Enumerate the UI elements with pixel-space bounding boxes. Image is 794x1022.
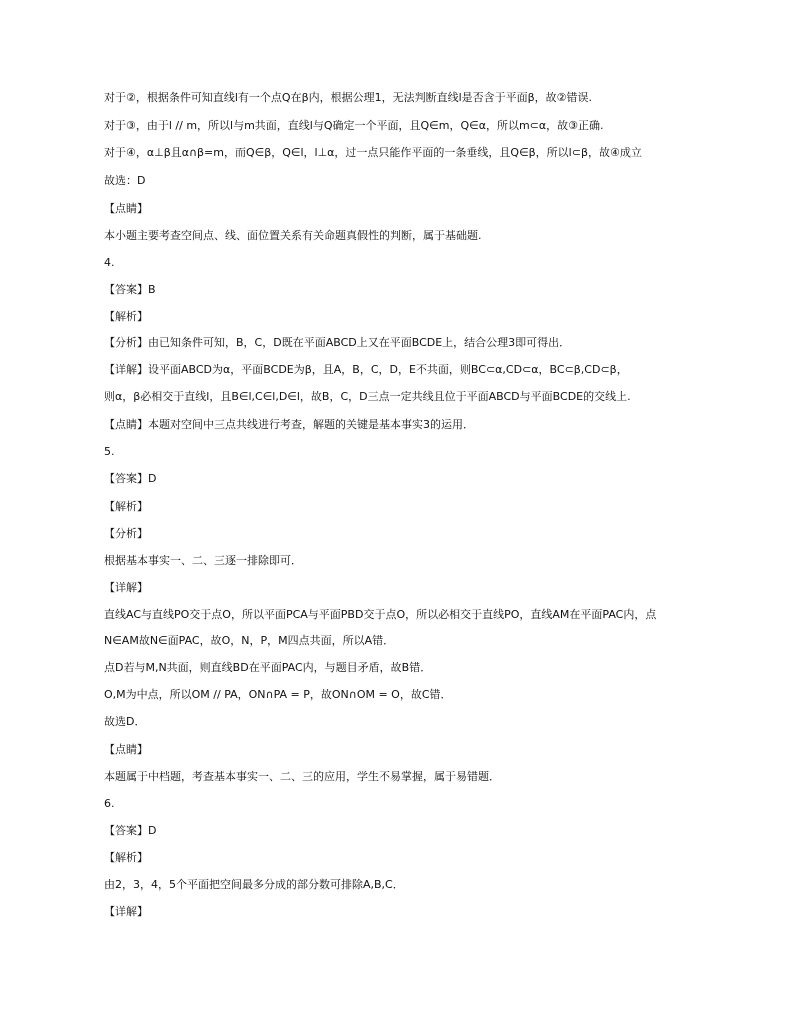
text-line-21: N∈AM故N∈面PAC，故O，N，P，M四点共面，所以A错． <box>104 634 395 647</box>
analysis-tag: 【解析】 <box>104 851 148 864</box>
section-tag-xiangjie: 【详解】 <box>104 581 148 594</box>
section-tag-fenxi: 【分析】 <box>104 527 148 540</box>
question-number-6: 6. <box>104 797 115 810</box>
section-tag-dianjing: 【点睛】 <box>104 743 148 756</box>
text-line-2: 对于③，由于l // m，所以l与m共面，直线l与Q确定一个平面，且Q∈m，Q∈α，所以m⊂α，故③正确. <box>104 119 604 132</box>
answer-tag: 【答案】D <box>104 472 157 485</box>
answer-tag: 【答案】B <box>104 283 156 296</box>
text-line-22: 点D若与M,N共面，则直线BD在平面PAC内，与题目矛盾，故B错． <box>104 661 432 674</box>
answer-tag: 【答案】D <box>104 824 157 837</box>
text-line-30: 由2，3，4，5个平面把空间最多分成的部分数可排除A,B,C． <box>104 878 404 891</box>
text-line-11: 【详解】设平面ABCD为α，平面BCDE为β，且A，B，C，D，E不共面，则BC⊂α,CD⊂α，BC⊂β,CD⊂β， <box>104 363 628 376</box>
question-number-4: 4. <box>104 256 115 269</box>
text-line-3: 对于④，α⊥β且α∩β=m，而Q∈β，Q∈l，l⊥α，过一点只能作平面的一条垂线，且Q∈β，所以l⊂β，故④成立 <box>104 146 642 159</box>
text-line-26: 本题属于中档题，考查基本事实一、二、三的应用，学生不易掌握，属于易错题． <box>104 770 500 783</box>
analysis-tag: 【解析】 <box>104 310 148 323</box>
question-number-5: 5. <box>104 445 115 458</box>
analysis-tag: 【解析】 <box>104 500 148 513</box>
section-tag-xiangjie: 【详解】 <box>104 905 148 918</box>
text-line-6: 本小题主要考查空间点、线、面位置关系有关命题真假性的判断，属于基础题. <box>104 229 482 242</box>
text-line-12: 则α，β必相交于直线l，且B∈l,C∈l,D∈l，故B，C，D三点一定共线且位于平面ABCD与平面BCDE的交线上. <box>104 390 631 403</box>
section-tag-dianjing: 【点睛】 <box>104 202 148 215</box>
text-line-24: 故选D． <box>104 715 146 728</box>
text-line-20: 直线AC与直线PO交于点O，所以平面PCA与平面PBD交于点O，所以必相交于直线PO，直线AM在平面PAC内，点 <box>104 608 657 621</box>
text-line-23: O,M为中点，所以OM // PA，ON∩PA = P，故ON∩OM = O，故C错． <box>104 688 452 701</box>
text-line-18: 根据基本事实一、二、三逐一排除即可． <box>104 554 302 567</box>
text-line-13: 【点睛】本题对空间中三点共线进行考查，解题的关键是基本事实3的运用． <box>104 418 474 431</box>
text-line-1: 对于②，根据条件可知直线l有一个点Q在β内，根据公理1，无法判断直线l是否含于平面β，故②错误. <box>104 91 593 104</box>
text-line-10: 【分析】由已知条件可知，B，C，D既在平面ABCD上又在平面BCDE上，结合公理3即可得出． <box>104 336 571 349</box>
text-line-4: 故选：D <box>104 174 146 187</box>
